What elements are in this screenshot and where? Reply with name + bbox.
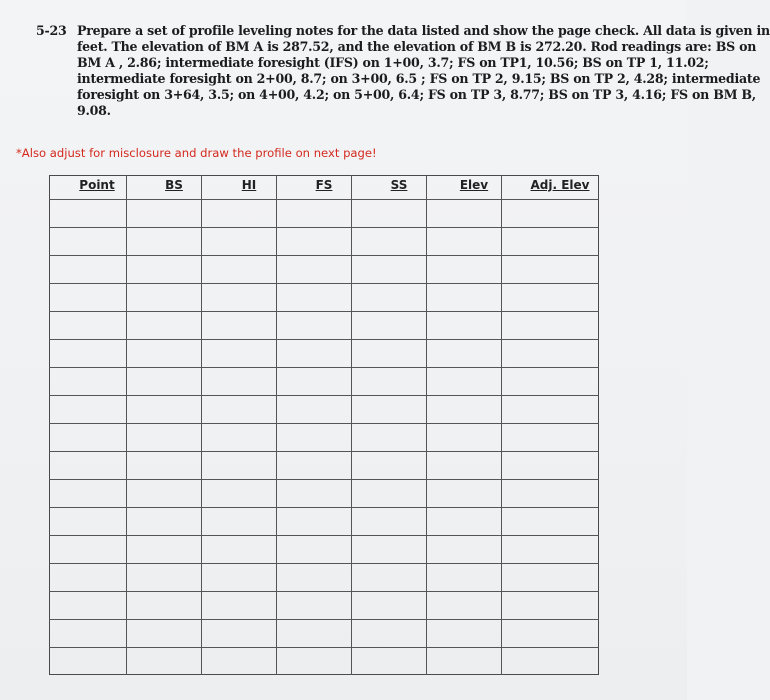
row-divider <box>49 395 599 396</box>
row-divider <box>49 619 599 620</box>
row-divider <box>49 283 599 284</box>
problem-line: Prepare a set of profile leveling notes for the data listed and show the page check. All data is given in <box>77 23 770 38</box>
problem-line: 9.08. <box>77 103 111 118</box>
row-divider <box>49 339 599 340</box>
row-divider <box>49 255 599 256</box>
column-divider <box>351 175 352 675</box>
column-divider <box>426 175 427 675</box>
column-divider <box>501 175 502 675</box>
problem-line: feet. The elevation of BM A is 287.52, and the elevation of BM B is 272.20. Rod readings are: BS on <box>77 39 757 54</box>
problem-line: intermediate foresight on 2+00, 8.7; on 3+00, 6.5 ; FS on TP 2, 9.15; BS on TP 2, 4.28; intermediate <box>77 71 761 86</box>
row-divider <box>49 563 599 564</box>
row-divider <box>49 367 599 368</box>
column-header-point: Point <box>79 178 115 192</box>
column-header-ss: SS <box>390 178 408 192</box>
row-divider <box>49 199 599 200</box>
row-divider <box>49 591 599 592</box>
column-divider <box>201 175 202 675</box>
row-divider <box>49 227 599 228</box>
row-divider <box>49 423 599 424</box>
row-divider <box>49 479 599 480</box>
row-divider <box>49 535 599 536</box>
instruction-note: *Also adjust for misclosure and draw the profile on next page! <box>16 146 377 160</box>
column-header-adj-elev: Adj. Elev <box>530 178 590 192</box>
row-divider <box>49 507 599 508</box>
problem-number: 5-23 <box>36 23 67 38</box>
problem-line: foresight on 3+64, 3.5; on 4+00, 4.2; on 5+00, 6.4; FS on TP 3, 8.77; BS on TP 3, 4.16; FS on BM B, <box>77 87 756 102</box>
row-divider <box>49 451 599 452</box>
column-header-elev: Elev <box>459 178 489 192</box>
column-header-fs: FS <box>315 178 333 192</box>
column-header-hi: HI <box>241 178 257 192</box>
problem-line: BM A , 2.86; intermediate foresight (IFS) on 1+00, 3.7; FS on TP1, 10.56; BS on TP 1, 11.02; <box>77 55 709 70</box>
row-divider <box>49 647 599 648</box>
column-divider <box>126 175 127 675</box>
leveling-notes-table <box>49 175 599 675</box>
column-header-bs: BS <box>165 178 183 192</box>
column-divider <box>276 175 277 675</box>
row-divider <box>49 311 599 312</box>
